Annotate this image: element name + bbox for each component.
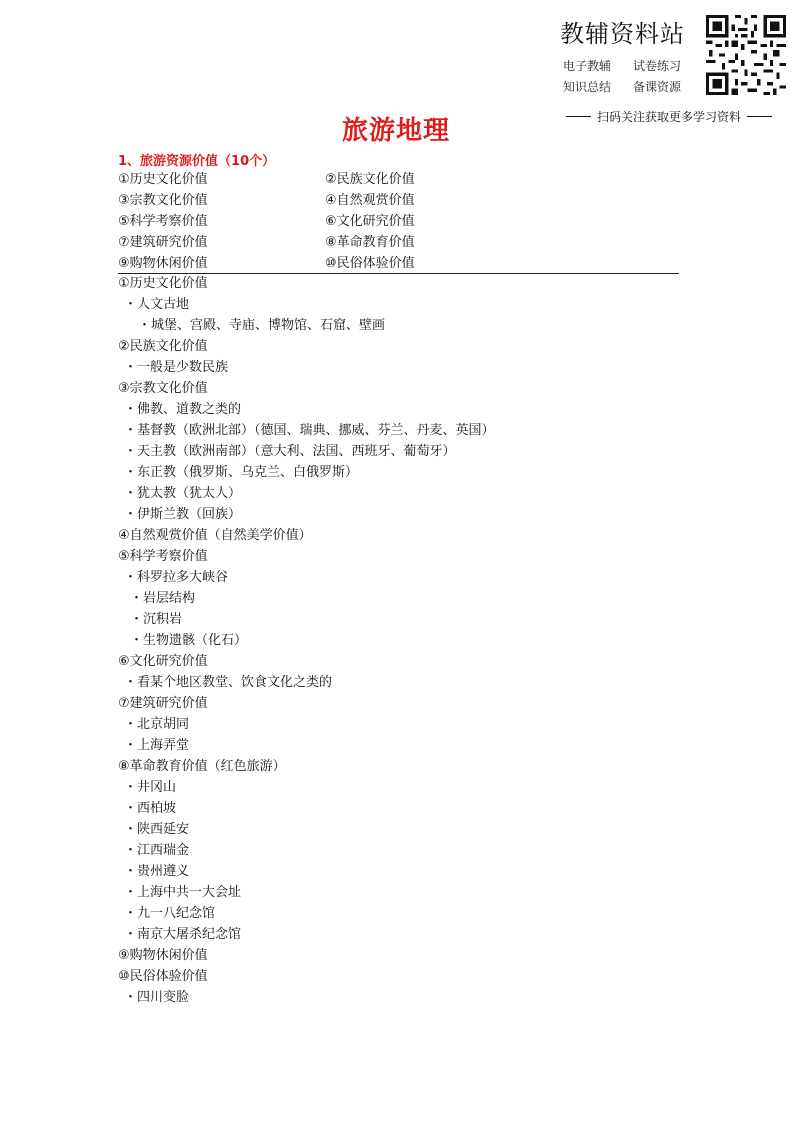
detail-item: ・井冈山	[124, 780, 177, 795]
divider	[747, 116, 772, 117]
grid-cell: ①历史文化价值	[118, 172, 208, 187]
detail-item: ・伊斯兰教（回族）	[124, 507, 242, 522]
detail-item: ・基督教（欧洲北部）（德国、瑞典、挪威、芬兰、丹麦、英国）	[124, 423, 495, 438]
detail-item: ・东正教（俄罗斯、乌克兰、白俄罗斯）	[124, 465, 359, 480]
brand-links-row	[563, 56, 703, 77]
link-ebooks[interactable]: 电子教辅	[563, 59, 612, 73]
grid-cell: ④自然观赏价值	[325, 193, 415, 208]
grid-cell: ⑦建筑研究价值	[118, 235, 208, 250]
detail-item: ・城堡、宫殿、寺庙、博物馆、石窟、壁画	[138, 318, 386, 333]
detail-item: ・科罗拉多大峡谷	[124, 570, 229, 585]
link-lesson-resources[interactable]: 备课资源	[633, 80, 682, 94]
detail-item: ・上海中共一大会址	[124, 885, 242, 900]
detail-heading: ⑩民俗体验价值	[118, 969, 208, 984]
qr-code-icon[interactable]	[706, 15, 786, 95]
detail-item: ・犹太教（犹太人）	[124, 486, 242, 501]
grid-cell: ⑨购物休闲价值	[118, 256, 208, 271]
grid-row	[118, 190, 678, 211]
detail-item: ・人文古地	[124, 297, 190, 312]
detail-item: ・南京大屠杀纪念馆	[124, 927, 242, 942]
brand-links-row	[563, 77, 703, 98]
grid-cell: ⑥文化研究价值	[325, 214, 415, 229]
detail-item: ・江西瑞金	[124, 843, 190, 858]
brand-title: 教辅资料站	[560, 20, 685, 48]
grid-cell: ③宗教文化价值	[118, 193, 208, 208]
detail-heading: ④自然观赏价值（自然美学价值）	[118, 528, 312, 543]
value-grid	[118, 169, 678, 274]
brand-links	[563, 56, 703, 98]
divider	[566, 116, 591, 117]
link-summary[interactable]: 知识总结	[563, 80, 612, 94]
grid-row	[118, 232, 678, 253]
detail-item: ・西柏坡	[124, 801, 177, 816]
detail-heading: ⑦建筑研究价值	[118, 696, 208, 711]
grid-row	[118, 211, 678, 232]
grid-row	[118, 253, 678, 274]
page-title: 旅游地理	[342, 116, 451, 146]
detail-item: ・陕西延安	[124, 822, 190, 837]
detail-item: ・北京胡同	[124, 717, 190, 732]
link-exercises[interactable]: 试卷练习	[633, 59, 682, 73]
detail-heading: ②民族文化价值	[118, 339, 208, 354]
detail-item: ・四川变脸	[124, 990, 190, 1005]
detail-heading: ⑨购物休闲价值	[118, 948, 208, 963]
detail-item: ・九一八纪念馆	[124, 906, 216, 921]
detail-item: ・佛教、道教之类的	[124, 402, 242, 417]
grid-cell: ⑧革命教育价值	[325, 235, 415, 250]
grid-cell: ⑩民俗体验价值	[325, 256, 415, 271]
detail-heading: ⑥文化研究价值	[118, 654, 208, 669]
detail-item: ・贵州遵义	[124, 864, 190, 879]
grid-row	[118, 169, 678, 190]
scan-caption	[560, 108, 778, 125]
detail-heading: ③宗教文化价值	[118, 381, 208, 396]
section-heading: 1、旅游资源价值（10个）	[118, 154, 276, 169]
grid-cell: ⑤科学考察价值	[118, 214, 208, 229]
detail-list	[118, 273, 718, 1008]
detail-item: ・生物遗骸（化石）	[130, 633, 248, 648]
scan-text: 扫码关注获取更多学习资料	[596, 110, 741, 124]
detail-item: ・沉积岩	[130, 612, 183, 627]
detail-item: ・看某个地区教堂、饮食文化之类的	[124, 675, 333, 690]
detail-heading: ⑤科学考察价值	[118, 549, 208, 564]
detail-item: ・天主教（欧洲南部）（意大利、法国、西班牙、葡萄牙）	[124, 444, 456, 459]
grid-cell: ②民族文化价值	[325, 172, 415, 187]
detail-heading: ⑧革命教育价值（红色旅游）	[118, 759, 286, 774]
detail-heading: ①历史文化价值	[118, 276, 208, 291]
detail-item: ・一般是少数民族	[124, 360, 229, 375]
detail-item: ・上海弄堂	[124, 738, 190, 753]
detail-item: ・岩层结构	[130, 591, 196, 606]
